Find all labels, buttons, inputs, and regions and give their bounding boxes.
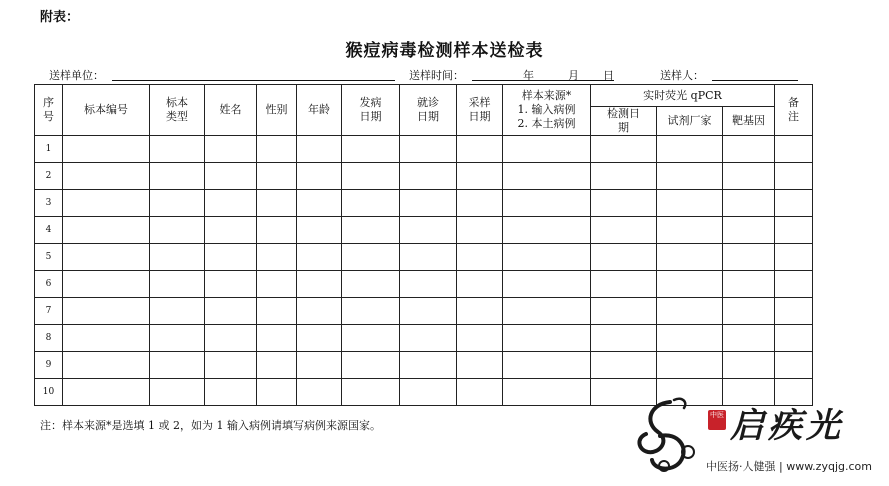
blank-cell[interactable] (63, 325, 150, 352)
blank-cell[interactable] (503, 379, 591, 406)
table-row (35, 190, 813, 217)
row-number: 7 (35, 298, 63, 325)
row-number: 9 (35, 352, 63, 379)
form-title: 猴痘病毒检测样本送检表 (345, 41, 544, 61)
blank-cell[interactable] (591, 298, 657, 325)
blank-cell[interactable] (150, 379, 205, 406)
header-visit-date-line1: 就诊 (417, 96, 439, 109)
footnote: 注：样本来源*是选填 1 或 2，如为 1 输入病例请填写病例来源国家。 (40, 419, 381, 432)
blank-cell[interactable] (723, 298, 775, 325)
blank-cell[interactable] (457, 244, 503, 271)
header-qpcr-group: 实时荧光 qPCR (591, 85, 775, 107)
blank-cell[interactable] (400, 217, 457, 244)
table-row (35, 244, 813, 271)
blank-cell[interactable] (591, 325, 657, 352)
unit-field-line[interactable] (112, 80, 395, 81)
header-source-line2: 1. 输入病例 (517, 103, 576, 116)
person-field-line[interactable] (712, 80, 798, 81)
blank-cell[interactable] (503, 244, 591, 271)
blank-cell[interactable] (657, 271, 723, 298)
blank-cell[interactable] (257, 217, 297, 244)
blank-cell[interactable] (150, 325, 205, 352)
blank-cell[interactable] (723, 352, 775, 379)
header-test-date-line1: 检测日 (607, 107, 640, 120)
blank-cell[interactable] (205, 352, 257, 379)
blank-cell[interactable] (257, 190, 297, 217)
blank-cell[interactable] (775, 217, 813, 244)
blank-cell[interactable] (591, 271, 657, 298)
blank-cell[interactable] (205, 190, 257, 217)
blank-cell[interactable] (205, 217, 257, 244)
blank-cell[interactable] (657, 136, 723, 163)
blank-cell[interactable] (400, 379, 457, 406)
blank-cell[interactable] (503, 271, 591, 298)
row-number: 1 (35, 136, 63, 163)
blank-cell[interactable] (400, 244, 457, 271)
blank-cell[interactable] (297, 190, 342, 217)
header-onset-date (342, 85, 400, 136)
table-row (35, 325, 813, 352)
blank-cell[interactable] (150, 298, 205, 325)
header-name: 姓名 (205, 85, 257, 136)
row-number: 10 (35, 379, 63, 406)
row-number: 4 (35, 217, 63, 244)
blank-cell[interactable] (297, 163, 342, 190)
blank-cell[interactable] (503, 298, 591, 325)
day-label: 日 (603, 69, 614, 82)
blank-cell[interactable] (205, 379, 257, 406)
blank-cell[interactable] (63, 244, 150, 271)
header-target-gene: 靶基因 (723, 107, 775, 136)
blank-cell[interactable] (297, 379, 342, 406)
blank-cell[interactable] (400, 352, 457, 379)
blank-cell[interactable] (457, 325, 503, 352)
row-number: 2 (35, 163, 63, 190)
logo-brand-text: 启疾光 (730, 406, 844, 446)
blank-cell[interactable] (400, 298, 457, 325)
blank-cell[interactable] (723, 136, 775, 163)
header-remarks-line2: 注 (788, 110, 799, 123)
table-row (35, 352, 813, 379)
table-row (35, 163, 813, 190)
table-row (35, 271, 813, 298)
blank-cell[interactable] (297, 244, 342, 271)
blank-cell[interactable] (457, 352, 503, 379)
blank-cell[interactable] (723, 244, 775, 271)
blank-cell[interactable] (503, 163, 591, 190)
row-number: 3 (35, 190, 63, 217)
blank-cell[interactable] (657, 217, 723, 244)
blank-cell[interactable] (257, 298, 297, 325)
header-sample-type-line2: 类型 (166, 110, 188, 123)
blank-cell[interactable] (205, 325, 257, 352)
blank-cell[interactable] (342, 244, 400, 271)
blank-cell[interactable] (342, 163, 400, 190)
header-collect-date-line1: 采样 (468, 96, 491, 109)
blank-cell[interactable] (342, 190, 400, 217)
blank-cell[interactable] (503, 217, 591, 244)
attachment-label: 附表： (40, 10, 80, 25)
blank-cell[interactable] (503, 190, 591, 217)
header-collect-date (457, 85, 503, 136)
blank-cell[interactable] (342, 271, 400, 298)
blank-cell[interactable] (297, 136, 342, 163)
row-number: 6 (35, 271, 63, 298)
blank-cell[interactable] (297, 271, 342, 298)
blank-cell[interactable] (723, 325, 775, 352)
blank-cell[interactable] (775, 136, 813, 163)
blank-cell[interactable] (205, 244, 257, 271)
blank-cell[interactable] (591, 352, 657, 379)
header-sample-type (150, 85, 205, 136)
blank-cell[interactable] (257, 325, 297, 352)
table-row (35, 136, 813, 163)
blank-cell[interactable] (457, 379, 503, 406)
blank-cell[interactable] (63, 352, 150, 379)
blank-cell[interactable] (257, 244, 297, 271)
blank-cell[interactable] (297, 217, 342, 244)
row-number: 5 (35, 244, 63, 271)
blank-cell[interactable] (400, 271, 457, 298)
blank-cell[interactable] (297, 352, 342, 379)
header-source (503, 85, 591, 136)
blank-cell[interactable] (457, 136, 503, 163)
blank-cell[interactable] (775, 163, 813, 190)
blank-cell[interactable] (150, 163, 205, 190)
blank-cell[interactable] (503, 325, 591, 352)
header-seq-line2: 号 (43, 110, 54, 123)
year-label: 年 (523, 69, 534, 82)
watermark-logo (630, 392, 885, 482)
header-reagent-maker: 试剂厂家 (657, 107, 723, 136)
blank-cell[interactable] (63, 136, 150, 163)
header-age: 年龄 (297, 85, 342, 136)
logo-tagline: 中医扬·人健强 | www.zyqjg.com (706, 460, 872, 473)
header-sample-type-line1: 标本 (166, 96, 188, 109)
blank-cell[interactable] (775, 271, 813, 298)
sample-table (34, 84, 813, 406)
blank-cell[interactable] (591, 136, 657, 163)
blank-cell[interactable] (63, 163, 150, 190)
blank-cell[interactable] (150, 244, 205, 271)
blank-cell[interactable] (400, 325, 457, 352)
blank-cell[interactable] (503, 136, 591, 163)
blank-cell[interactable] (205, 136, 257, 163)
blank-cell[interactable] (63, 217, 150, 244)
table-row (35, 217, 813, 244)
blank-cell[interactable] (775, 244, 813, 271)
blank-cell[interactable] (457, 271, 503, 298)
time-field-line[interactable] (472, 80, 614, 81)
blank-cell[interactable] (205, 271, 257, 298)
header-test-date-line2: 期 (618, 121, 629, 134)
blank-cell[interactable] (457, 163, 503, 190)
table-row (35, 298, 813, 325)
header-remarks-line1: 备 (788, 96, 799, 109)
blank-cell[interactable] (257, 352, 297, 379)
blank-cell[interactable] (591, 190, 657, 217)
blank-cell[interactable] (457, 298, 503, 325)
header-onset-date-line2: 日期 (359, 110, 382, 123)
logo-badge: 中医 (708, 410, 726, 430)
blank-cell[interactable] (400, 190, 457, 217)
blank-cell[interactable] (342, 325, 400, 352)
header-collect-date-line2: 日期 (468, 110, 491, 123)
blank-cell[interactable] (657, 244, 723, 271)
blank-cell[interactable] (775, 190, 813, 217)
blank-cell[interactable] (657, 352, 723, 379)
blank-cell[interactable] (591, 244, 657, 271)
blank-cell[interactable] (591, 163, 657, 190)
blank-cell[interactable] (775, 325, 813, 352)
blank-cell[interactable] (657, 325, 723, 352)
blank-cell[interactable] (457, 190, 503, 217)
blank-cell[interactable] (257, 271, 297, 298)
blank-cell[interactable] (257, 136, 297, 163)
blank-cell[interactable] (205, 163, 257, 190)
blank-cell[interactable] (63, 298, 150, 325)
unit-label: 送样单位： (49, 69, 104, 82)
blank-cell[interactable] (503, 352, 591, 379)
row-number: 8 (35, 325, 63, 352)
header-sample-id: 标本编号 (63, 85, 150, 136)
blank-cell[interactable] (775, 298, 813, 325)
time-label: 送样时间： (409, 69, 464, 82)
table-body (35, 136, 813, 406)
blank-cell[interactable] (150, 217, 205, 244)
blank-cell[interactable] (150, 136, 205, 163)
blank-cell[interactable] (775, 352, 813, 379)
header-remarks (775, 85, 813, 136)
header-source-line3: 2. 本土病例 (517, 117, 576, 130)
blank-cell[interactable] (723, 190, 775, 217)
person-label: 送样人： (660, 69, 704, 82)
blank-cell[interactable] (342, 217, 400, 244)
header-source-line1: 样本来源* (521, 89, 572, 102)
header-gender: 性别 (257, 85, 297, 136)
header-visit-date (400, 85, 457, 136)
blank-cell[interactable] (205, 298, 257, 325)
blank-cell[interactable] (591, 217, 657, 244)
blank-cell[interactable] (657, 163, 723, 190)
blank-cell[interactable] (257, 163, 297, 190)
blank-cell[interactable] (400, 163, 457, 190)
blank-cell[interactable] (723, 217, 775, 244)
header-test-date (591, 107, 657, 136)
header-seq (35, 85, 63, 136)
blank-cell[interactable] (657, 190, 723, 217)
blank-cell[interactable] (150, 190, 205, 217)
blank-cell[interactable] (342, 379, 400, 406)
blank-cell[interactable] (297, 325, 342, 352)
blank-cell[interactable] (257, 379, 297, 406)
blank-cell[interactable] (342, 136, 400, 163)
blank-cell[interactable] (723, 163, 775, 190)
header-visit-date-line2: 日期 (417, 110, 439, 123)
blank-cell[interactable] (342, 352, 400, 379)
calligraphy-mark-icon (630, 392, 710, 478)
blank-cell[interactable] (150, 271, 205, 298)
blank-cell[interactable] (342, 298, 400, 325)
blank-cell[interactable] (150, 352, 205, 379)
blank-cell[interactable] (63, 271, 150, 298)
blank-cell[interactable] (723, 271, 775, 298)
header-onset-date-line1: 发病 (359, 96, 382, 109)
blank-cell[interactable] (457, 217, 503, 244)
blank-cell[interactable] (400, 136, 457, 163)
blank-cell[interactable] (63, 190, 150, 217)
blank-cell[interactable] (63, 379, 150, 406)
header-seq-line1: 序 (43, 96, 54, 109)
blank-cell[interactable] (297, 298, 342, 325)
month-label: 月 (568, 69, 579, 82)
blank-cell[interactable] (657, 298, 723, 325)
